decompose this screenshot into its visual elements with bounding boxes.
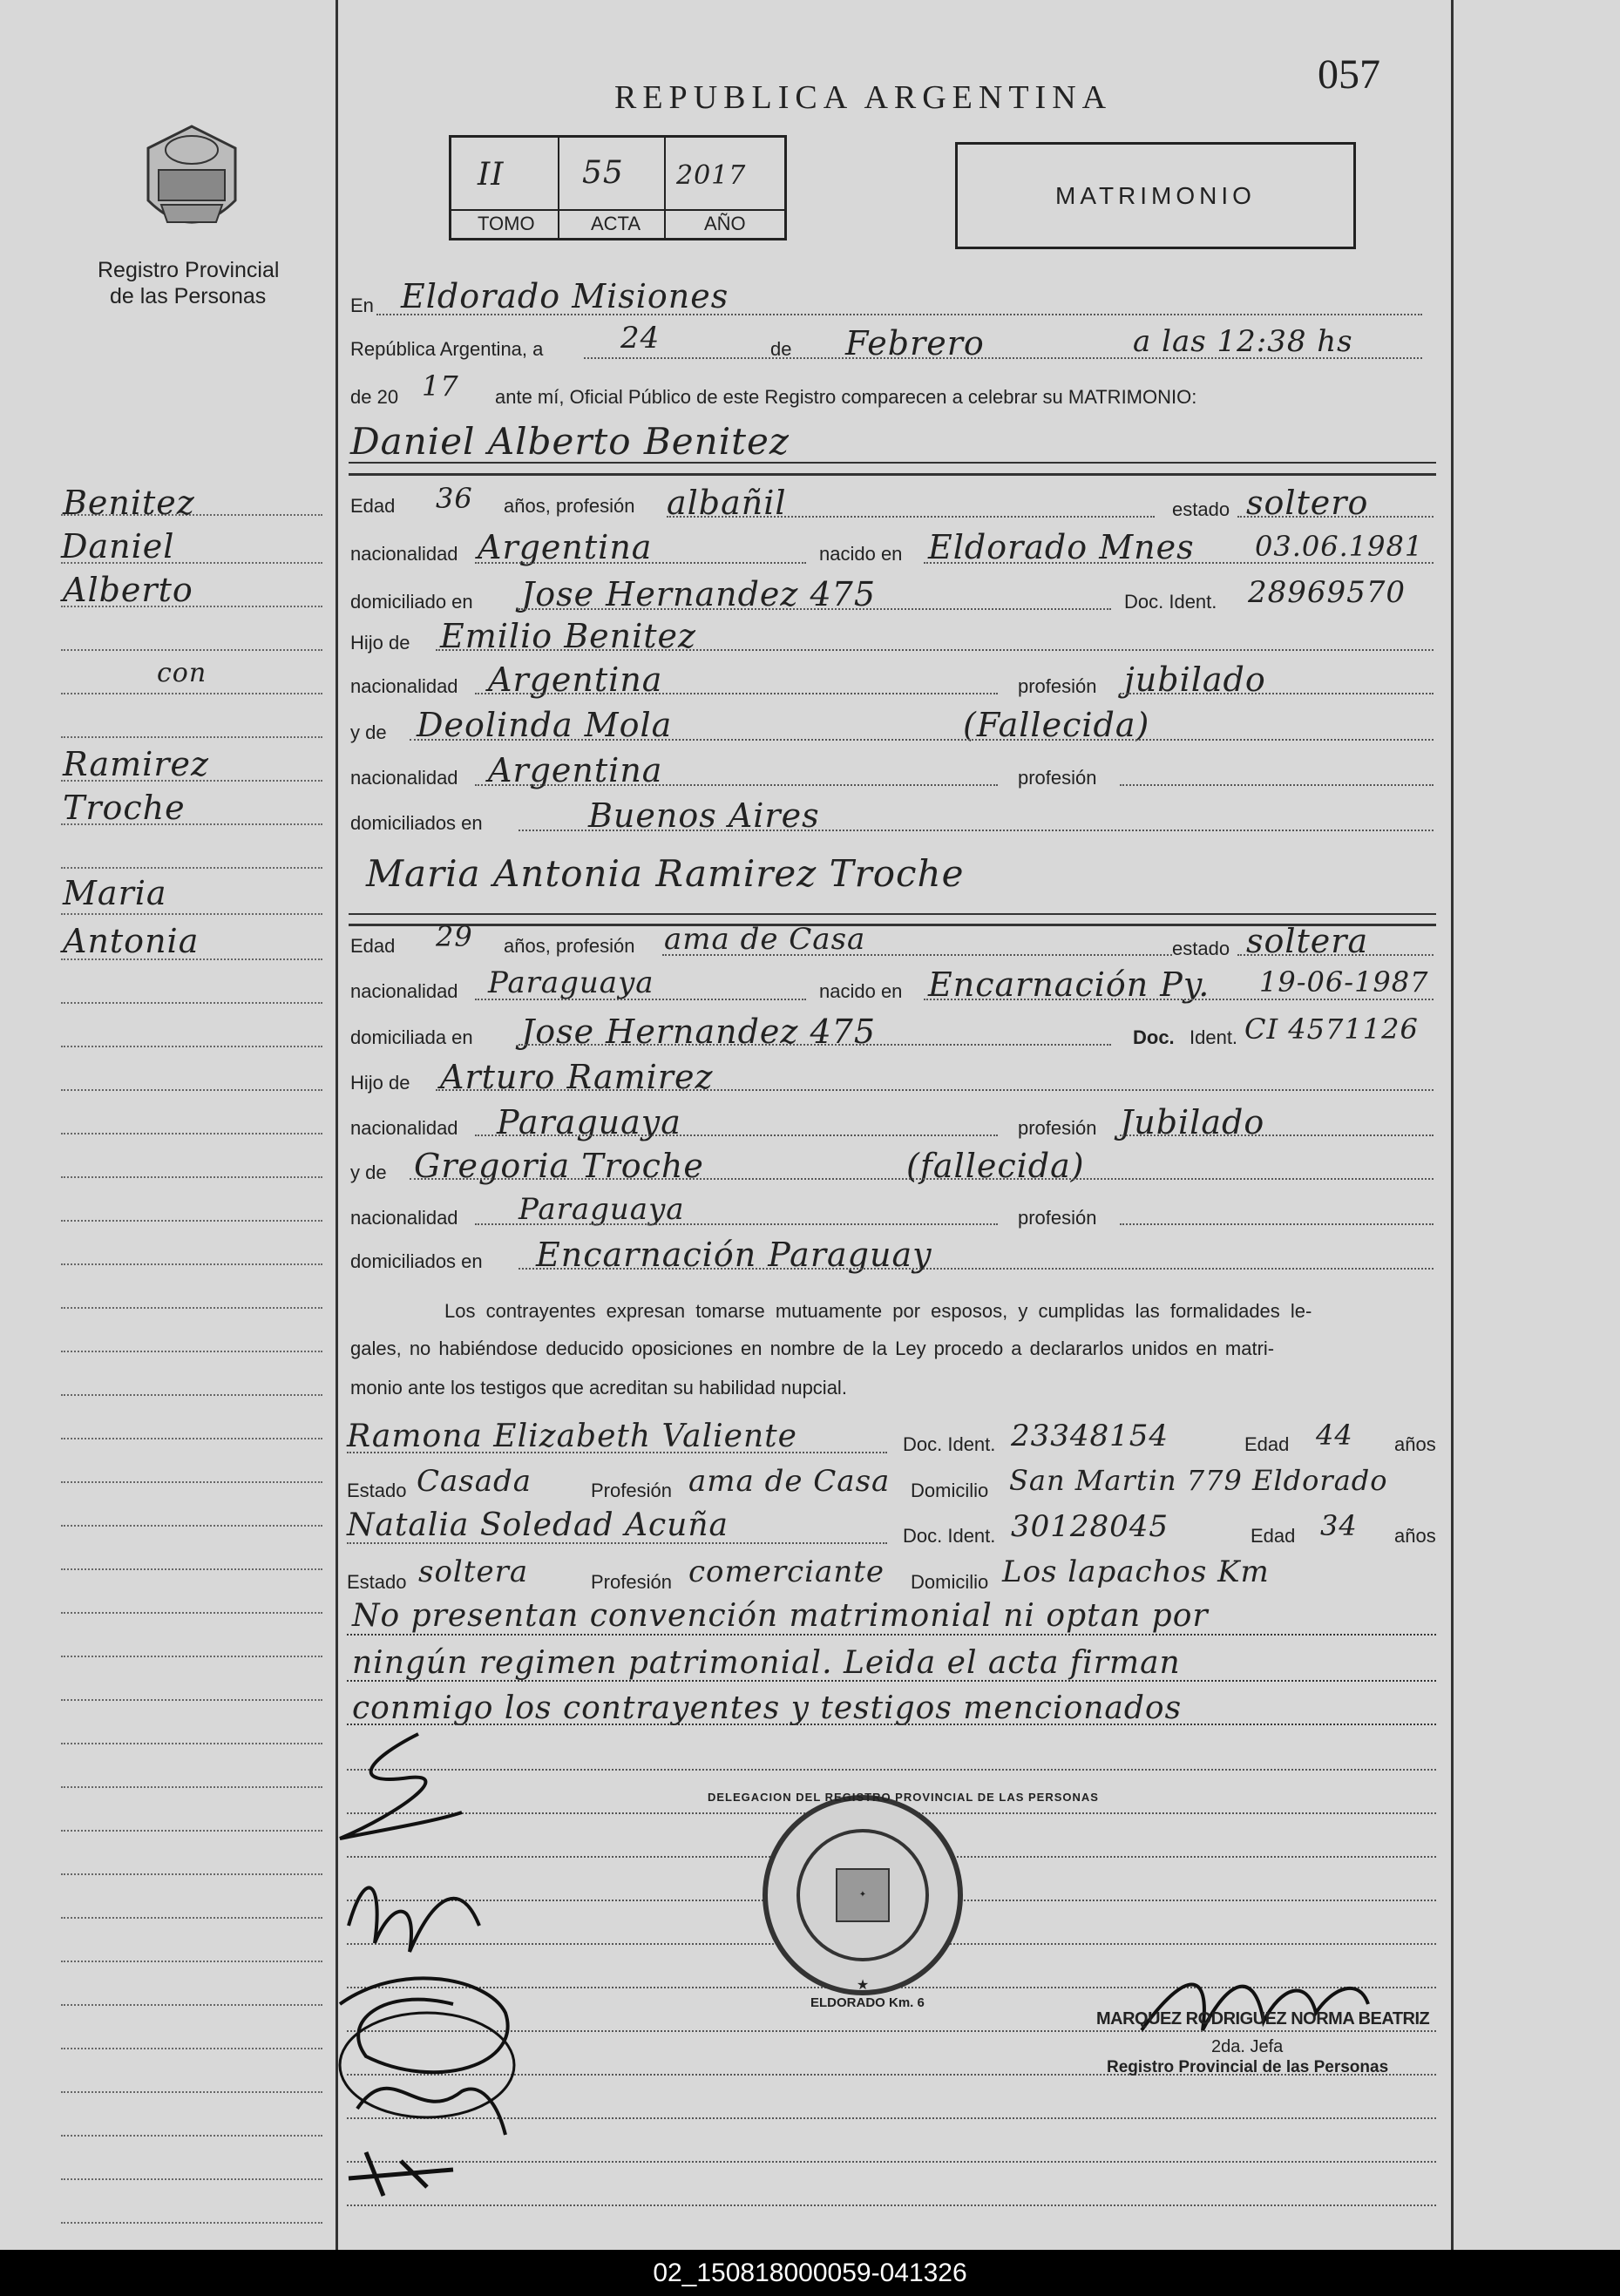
registry-seal-icon	[758, 1791, 967, 2000]
groom-nacido-en: Eldorado Mnes	[928, 528, 1195, 566]
witness2-doc-label: Doc. Ident.	[903, 1525, 996, 1547]
officer-institution: Registro Provincial de las Personas	[1107, 2058, 1389, 2076]
bride-anos-prof-label: años, profesión	[504, 935, 635, 957]
body-line-2: gales, no habiéndose deducido oposiciones en nombre de la Ley procedo a declararlos unidos en matri-	[350, 1338, 1275, 1359]
witness1-name: Ramona Elizabeth Valiente	[347, 1419, 797, 1454]
groom-edad: 36	[436, 482, 473, 515]
seal-inner-text: ELDORADO Km. 6	[810, 1995, 925, 2010]
witness2-prof-label: Profesión	[591, 1571, 672, 1593]
bride-doc-label: Doc.	[1133, 1026, 1175, 1048]
notes-line-1: No presentan convención matrimonial ni optan por	[352, 1598, 1209, 1634]
groom-padre: Emilio Benitez	[440, 617, 697, 655]
witness1-doc: 23348154	[1011, 1419, 1169, 1453]
registry-name-line2: de las Personas	[110, 284, 267, 308]
groom-madre-prof-label: profesión	[1018, 767, 1097, 789]
witness2-doc: 30128045	[1011, 1509, 1169, 1544]
witness1-profesion: ama de Casa	[688, 1464, 891, 1499]
margin-note: Antonia	[63, 922, 200, 960]
bride-name: Maria Antonia Ramirez Troche	[366, 852, 965, 895]
witness2-estado-label: Estado	[347, 1571, 407, 1593]
witness2-profesion: comerciante	[688, 1554, 885, 1589]
witness2-anos-label: años	[1394, 1525, 1436, 1547]
groom-madre-nac-label: nacionalidad	[350, 767, 458, 789]
bride-edad: 29	[436, 920, 473, 953]
act-type-label: MATRIMONIO	[1055, 181, 1256, 209]
bride-nacionalidad: Paraguaya	[488, 965, 654, 1000]
bride-hijo-label: Hijo de	[350, 1072, 410, 1094]
witness2-name: Natalia Soledad Acuña	[347, 1507, 729, 1543]
bride-madre-prof-label: profesión	[1018, 1207, 1097, 1229]
groom-estado: soltero	[1246, 484, 1369, 522]
witness1-edad: 44	[1316, 1419, 1353, 1452]
bride-edad-label: Edad	[350, 935, 396, 957]
misiones-crest-icon	[139, 122, 244, 244]
witness2-edad: 34	[1320, 1509, 1358, 1542]
officer-name: MARQUEZ RODRIGUEZ NORMA BEATRIZ	[1096, 2009, 1430, 2028]
bride-dom-label: domiciliada en	[350, 1026, 473, 1048]
bride-profesion: ama de Casa	[664, 922, 866, 957]
bride-padres-dom: Encarnación Paraguay	[536, 1236, 932, 1274]
witness2-domicilio: Los lapachos Km	[1002, 1554, 1270, 1589]
bride-madre-nac: Paraguaya	[519, 1192, 685, 1227]
bride-padre-nac: Paraguaya	[497, 1103, 681, 1141]
groom-estado-label: estado	[1172, 498, 1230, 520]
groom-doms-label: domiciliados en	[350, 812, 483, 834]
witness1-dom-label: Domicilio	[911, 1480, 989, 1501]
witness1-estado-label: Estado	[347, 1480, 407, 1501]
de-label: de	[770, 338, 792, 360]
witness1-prof-label: Profesión	[591, 1480, 672, 1501]
witness1-doc-label: Doc. Ident.	[903, 1433, 996, 1455]
seal-outer-text: DELEGACION DEL REGISTRO PROVINCIAL DE LAS PERSONAS	[708, 1791, 1099, 1804]
bride-fecha-nac: 19-06-1987	[1259, 965, 1429, 999]
groom-hijo-label: Hijo de	[350, 632, 410, 654]
acta-value: 55	[582, 155, 624, 191]
notes-line-2: ningún regimen patrimonial. Leida el acta firman	[352, 1645, 1181, 1681]
bride-madre-nac-label: nacionalidad	[350, 1207, 458, 1229]
bride-domicilio: Jose Hernandez 475	[521, 1013, 877, 1051]
bride-yde-label: y de	[350, 1162, 387, 1183]
groom-padre-nac: Argentina	[488, 660, 663, 699]
groom-padre-nac-label: nacionalidad	[350, 675, 458, 697]
groom-padre-prof: jubilado	[1124, 660, 1266, 699]
witness1-anos-label: años	[1394, 1433, 1436, 1455]
act-type-box	[955, 142, 1356, 249]
witness1-edad-label: Edad	[1244, 1433, 1290, 1455]
witness1-estado: Casada	[417, 1464, 532, 1499]
groom-dom-label: domiciliado en	[350, 591, 473, 613]
ano-label: AÑO	[704, 213, 746, 234]
notes-line-3: conmigo los contrayentes y testigos mencionados	[352, 1690, 1183, 1726]
margin-note: Daniel	[61, 527, 175, 566]
bride-nacido-label: nacido en	[819, 980, 903, 1002]
groom-nac-label: nacionalidad	[350, 543, 458, 565]
record-number-box	[449, 135, 787, 240]
page-number: 057	[1318, 51, 1380, 98]
margin-note: Alberto	[63, 571, 193, 609]
margin-note: Maria	[63, 874, 167, 912]
bride-padre-prof: Jubilado	[1120, 1103, 1265, 1141]
right-border	[1451, 0, 1454, 2250]
country-title: REPUBLICA ARGENTINA	[614, 79, 1113, 116]
body-line-1: Los contrayentes expresan tomarse mutuamente por esposos, y cumplidas las formalidades le-	[444, 1300, 1312, 1322]
body-line-3: monio ante los testigos que acreditan su habilidad nupcial.	[350, 1377, 847, 1399]
witness2-dom-label: Domicilio	[911, 1571, 989, 1593]
intro-text: ante mí, Oficial Público de este Registro comparecen a celebrar su MATRIMONIO:	[495, 386, 1197, 408]
registry-name-line1: Registro Provincial	[98, 258, 280, 282]
groom-doc-label: Doc. Ident.	[1124, 591, 1217, 613]
svg-text:★: ★	[856, 1978, 870, 1993]
margin-note: Ramirez	[63, 745, 209, 783]
witness2-edad-label: Edad	[1251, 1525, 1296, 1547]
tomo-label: TOMO	[478, 213, 535, 234]
groom-madre-nac: Argentina	[488, 751, 663, 789]
groom-anos-prof-label: años, profesión	[504, 495, 635, 517]
bride-madre: Gregoria Troche	[414, 1147, 704, 1185]
signature-scribbles-icon	[331, 1725, 558, 2213]
margin-note: Troche	[63, 789, 186, 827]
witness1-domicilio: San Martin 779 Eldorado	[1009, 1464, 1388, 1497]
groom-nacionalidad: Argentina	[478, 528, 653, 566]
place-value: Eldorado Misiones	[401, 277, 729, 315]
groom-madre-nota: (Fallecida)	[963, 706, 1150, 744]
bride-ident-label: Ident.	[1190, 1026, 1238, 1048]
en-label: En	[350, 295, 374, 316]
groom-padre-prof-label: profesión	[1018, 675, 1097, 697]
footer-id: 02_150818000059-041326	[653, 2258, 967, 2287]
bride-nac-label: nacionalidad	[350, 980, 458, 1002]
acta-label: ACTA	[591, 213, 641, 234]
day-value: 24	[620, 321, 661, 356]
year-value: 17	[422, 369, 459, 403]
ano-value: 2017	[676, 160, 747, 191]
officer-title: 2da. Jefa	[1211, 2037, 1284, 2056]
bride-estado-label: estado	[1172, 938, 1230, 959]
groom-nacido-label: nacido en	[819, 543, 903, 565]
groom-edad-label: Edad	[350, 495, 396, 517]
groom-yde-label: y de	[350, 721, 387, 743]
witness2-estado: soltera	[418, 1554, 529, 1589]
svg-text:✦: ✦	[858, 1890, 867, 1900]
republica-label: República Argentina, a	[350, 338, 544, 360]
groom-madre: Deolinda Mola	[417, 706, 673, 744]
month-value: Febrero	[845, 324, 985, 362]
bride-padre-prof-label: profesión	[1018, 1117, 1097, 1139]
footer-id-bar	[0, 2250, 1620, 2296]
groom-domicilio: Jose Hernandez 475	[521, 575, 877, 613]
time-value: a las 12:38 hs	[1133, 324, 1353, 359]
bride-estado: soltera	[1246, 922, 1369, 960]
groom-doc: 28969570	[1248, 575, 1406, 610]
groom-profesion: albañil	[667, 484, 787, 522]
bride-nacido-en: Encarnación Py.	[928, 965, 1210, 1004]
year-prefix: de 20	[350, 386, 399, 408]
bride-doms-label: domiciliados en	[350, 1250, 483, 1272]
bride-padre-nac-label: nacionalidad	[350, 1117, 458, 1139]
bride-madre-nota: (fallecida)	[906, 1147, 1085, 1185]
bride-doc: CI 4571126	[1244, 1013, 1419, 1046]
groom-fecha-nac: 03.06.1981	[1255, 530, 1424, 563]
groom-padres-dom: Buenos Aires	[588, 796, 820, 835]
margin-note: con	[157, 658, 207, 688]
tomo-value: II	[478, 157, 505, 193]
bride-padre: Arturo Ramirez	[440, 1058, 714, 1096]
groom-name: Daniel Alberto Benitez	[350, 420, 790, 463]
margin-note: Benitez	[63, 484, 195, 522]
